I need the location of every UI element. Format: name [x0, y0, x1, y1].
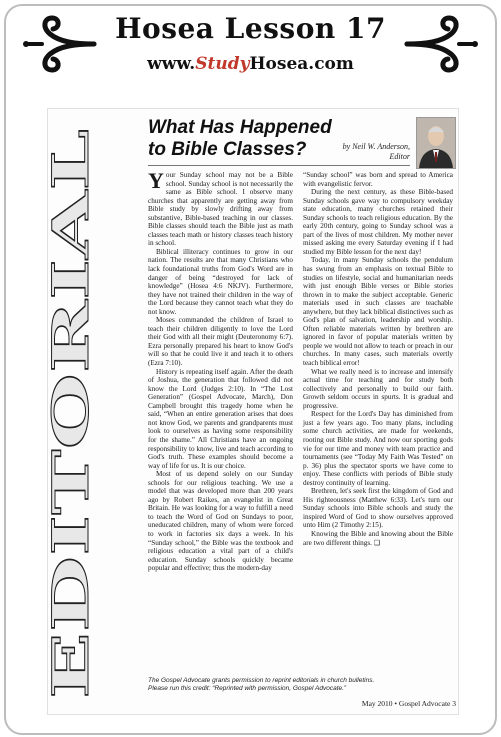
reprint-footnote [148, 677, 448, 693]
byline-role: Editor [389, 152, 410, 161]
paragraph: “Sunday school” was born and spread to America with evangelistic fervor. [303, 171, 453, 188]
editorial-vertical-text [41, 119, 100, 709]
headline-divider [148, 165, 410, 166]
article-column-1 [148, 168, 293, 573]
url-prefix: www. [147, 54, 196, 74]
page-footer: May 2010 • Gospel Advocate 3 [361, 699, 456, 708]
paragraph: History is repeating itself again. After the death of Joshua, the generation that followed did not know the Lord (Judges 2:10). In “The Lost Generation” (Gospel Advocate, March), Don Campbell brought this tragedy home when he said, “When an entire generation arises that does not know God, we parents and grandparents must look to ourselves as having some responsibility for the shame.” All Christians have an ongoing responsibility to know, live and teach according to God's truth. These examples should become a way of life for us. It is our choice. [148, 367, 293, 470]
footnote-line-1: The Gospel Advocate grants permission to reprint editorials in church bulletins. [148, 677, 375, 684]
paragraph: Knowing the Bible and knowing about the Bible are two different things. ❏ [303, 529, 453, 547]
dropcap-letter: Y [148, 168, 164, 193]
url-suffix: Hosea.com [249, 54, 354, 74]
author-portrait-icon [417, 118, 455, 168]
paragraph: Biblical illiteracy continues to grow in our nation. The results are that many Christians who lack foundational truths from God's Word are in danger of being “destroyed for lack of knowledge” (Hosea 4:6 NKJV). Furthermore, they have not trained their children in the way of the Lord because they cannot teach what they do not know. [148, 247, 293, 316]
right-scroll-ornament-icon [401, 14, 481, 74]
paragraph [148, 168, 293, 248]
paragraph: Today, in many Sunday schools the pendulum has swung from an emphasis on textual Bible to studies on lifestyle, social and humanitarian needs with just enough Bible verses or Bible stories thrown in to make the subject acceptable. Generic materials used in such classes are teachable anywhere, but they lack biblical distinctives such as God's plan of salvation, leadership and worship. Often reliable materials written by brethren are ignored in favor of popular materials written by people we would not allow to teach or preach in our churches. In many cases, such materials overtly teach biblical error! [303, 256, 453, 368]
author-photo [416, 117, 456, 169]
footnote-line-2: Please run this credit: “Reprinted with permission, Gospel Advocate.” [148, 685, 347, 692]
paragraph-text: our Sunday school may not be a Bible school. Sunday school is not necessarily the same as Bible school. I observe many churches that apparently are getting away from Bible study by slowly drifting away from substantive, Bible-based teaching in our classes. Bible classes should teach the Bible just as math classes teach math or history classes teach history in school. [148, 171, 293, 248]
headline-line-2: to Bible Classes? [148, 139, 307, 160]
vertical-section-label [41, 119, 100, 709]
header [0, 0, 501, 95]
byline-author: by Neil W. Anderson, [342, 142, 410, 151]
paragraph: During the next century, as these Bible-based Sunday schools gave way to compulsory weekday state education, many churches retained their Sunday schools to teach religious education. By the early 20th century, going to Sunday school was a part of the lives of most children. My mother never missed asking me every Saturday evening if I had studied my Bible lesson for the next day! [303, 188, 453, 256]
paragraph: What we really need is to increase and intensify actual time for teaching and for study both collectively and personally to build our faith. Growth seldom occurs in spurts. It is gradual and progressive. [303, 367, 453, 410]
paragraph: Moses commanded the children of Israel to teach their children diligently to love the Lord their God with all their might (Deuteronomy 6:7). Ezra personally prepared his heart to know God's will so that he could live it and teach it to others (Ezra 7:10). [148, 316, 293, 368]
byline [330, 142, 410, 162]
url-highlight: Study [195, 54, 250, 74]
headline-line-1: What Has Happened [148, 117, 332, 138]
paragraph: Respect for the Lord's Day has diminished from just a few years ago. Too many plans, including some church activities, are made for weekends, rooting out Bible study. And now our sporting gods vie for our time and money with team practice and tournaments (see “Today My Faith Was Tested” on p. 36) plus the spectator sports we have come to enjoy. These conflicts with periods of Bible study destroy continuity of learning. [303, 410, 453, 487]
article-column-2 [303, 171, 453, 547]
paragraph: Most of us depend solely on our Sunday schools for our religious teaching. We use a model that was developed more than 200 years ago by Robert Raikes, an evangelist in Great Britain. He was looking for a way to fulfill a need to teach the Word of God on Sundays to poor, uneducated children, many of whom were forced to work in factories six days a week. In his “Sunday school,” the Bible was the textbook and religious education a vital part of a child's education. Sunday schools quickly became popular and effective; thus the modern-day [148, 470, 293, 573]
magazine-page [41, 108, 459, 715]
vertical-label-text: EDITORIAL [41, 374, 100, 699]
paragraph: Brethren, let's seek first the kingdom of God and His righteousness (Matthew 6:33). Let's turn our Sunday schools into Bible schools and study the inspired Word of God to show ourselves approved unto Him (2 Timothy 2:15). [303, 487, 453, 530]
page-title: Hosea Lesson 17 [115, 12, 386, 45]
